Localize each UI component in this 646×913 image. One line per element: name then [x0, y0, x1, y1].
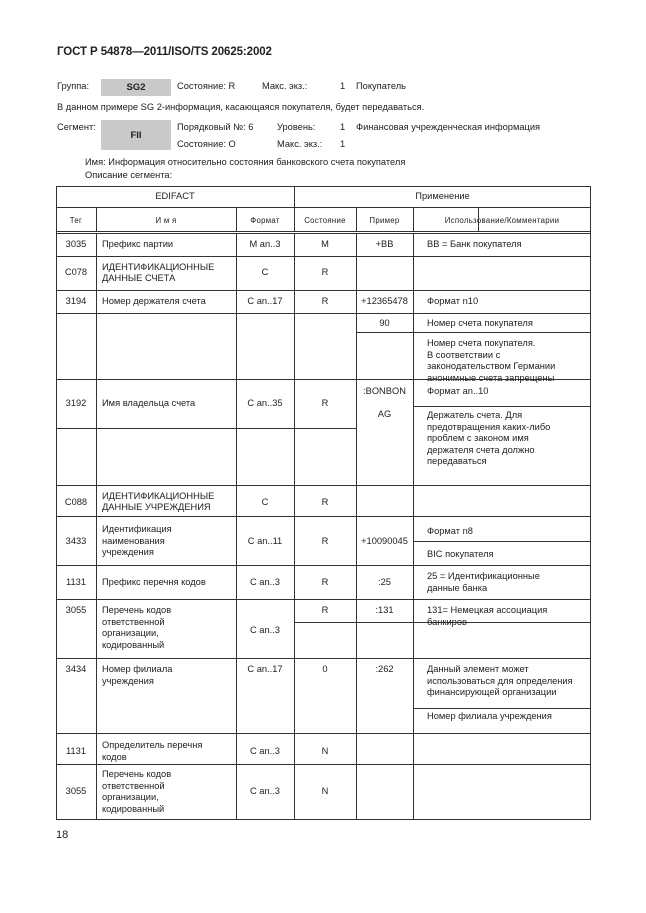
table-rule — [96, 599, 97, 658]
group-name: Покупатель — [356, 81, 406, 91]
table-rule — [413, 733, 414, 764]
row-comment: Номер счета покупателя — [427, 318, 533, 328]
row-tag: 3192 — [65, 398, 87, 408]
row-name: ответственной — [102, 780, 165, 791]
table-rule — [356, 733, 357, 764]
row-format: C — [261, 267, 269, 277]
row-comment: законодательством Германии — [427, 361, 556, 372]
table-rule — [56, 516, 591, 517]
table-rule — [56, 658, 591, 659]
row-comment: Формат an..10 — [427, 386, 489, 396]
segment-label: Сегмент: — [57, 122, 96, 132]
table-rule — [413, 485, 414, 516]
row-format: C an..11 — [247, 536, 283, 546]
table-rule — [590, 186, 591, 820]
table-rule — [413, 565, 414, 599]
column-name: И м я — [155, 216, 177, 225]
row-format: C — [261, 497, 269, 507]
group-tag-text: SG2 — [126, 82, 146, 93]
row-comment: Данный элемент может — [427, 664, 529, 674]
row-tag: 3433 — [65, 536, 87, 546]
column-tag: Тег — [69, 216, 83, 225]
segment-level-name: Финансовая учрежденческая информация — [356, 122, 541, 132]
row-name: Имя владельца счета — [102, 398, 196, 408]
table-rule — [413, 599, 414, 658]
row-example: :BONBON — [363, 386, 406, 396]
table-rule — [56, 764, 591, 765]
table-rule — [413, 256, 414, 290]
row-comment: проблем с законом имя — [427, 433, 529, 444]
row-comment: 25 = Идентификационные — [427, 571, 540, 581]
row-example: AG — [377, 409, 392, 419]
table-rule — [96, 658, 97, 733]
segment-tag-text: FII — [130, 129, 142, 141]
row-example: 90 — [379, 318, 390, 328]
table-rule — [413, 658, 414, 733]
row-state: R — [321, 497, 329, 507]
table-rule — [356, 256, 357, 290]
table-group-application: Применение — [415, 191, 470, 201]
row-comment: 131= Немецкая ассоциация — [427, 605, 548, 615]
row-comment: BIC покупателя — [427, 549, 494, 559]
row-tag: 1131 — [66, 746, 86, 756]
row-example: +10090045 — [361, 536, 408, 546]
row-comment: Номер филиала учреждения — [427, 711, 552, 721]
row-tag: C088 — [64, 497, 88, 507]
table-rule — [56, 233, 591, 234]
row-state: R — [321, 267, 329, 277]
table-rule — [56, 207, 591, 208]
row-name: кодированный — [102, 639, 165, 650]
segment-max-value: 1 — [340, 139, 346, 149]
row-comment: Держатель счета. Для — [427, 410, 523, 420]
row-name: ИДЕНТИФИКАЦИОННЫЕ — [102, 491, 215, 501]
row-format: C an..17 — [247, 664, 283, 674]
table-rule — [96, 516, 97, 565]
row-format: C an..3 — [250, 786, 280, 796]
row-tag: 3434 — [65, 664, 87, 674]
column-state: Состояние — [304, 216, 346, 225]
row-name: учреждения — [102, 547, 154, 558]
row-name: кодов — [102, 751, 127, 762]
row-example: +12365478 — [361, 296, 408, 306]
row-name: Префикс перечня кодов — [102, 577, 206, 587]
row-comment: BB = Банк покупателя — [427, 239, 522, 249]
table-rule — [56, 231, 591, 232]
intro-text: В данном примере SG 2-информация, касающаяся покупателя, будет передаваться. — [57, 102, 425, 112]
table-rule — [56, 565, 591, 566]
segment-level-label: Уровень: — [277, 122, 316, 132]
table-rule — [56, 290, 591, 291]
group-max-label: Макс. экз.: — [262, 81, 308, 91]
table-rule — [56, 733, 591, 734]
table-rule — [96, 256, 97, 290]
row-format: C an..3 — [250, 577, 280, 587]
row-name: ДАННЫЕ СЧЕТА — [102, 273, 176, 283]
table-rule — [413, 708, 591, 709]
row-format: C an..3 — [250, 625, 280, 635]
row-name: Номер филиала — [102, 664, 173, 674]
group-label: Группа: — [57, 81, 90, 91]
segment-max-label: Макс. экз.: — [277, 139, 323, 149]
row-tag: 1131 — [66, 577, 86, 587]
segment-name-line: Имя: Информация относительно состояния банковского счета покупателя — [85, 157, 406, 167]
table-rule — [413, 290, 414, 379]
column-example: Пример — [369, 216, 400, 225]
row-comment: данные банка — [427, 582, 488, 593]
table-group-edifact: EDIFACT — [155, 191, 195, 201]
row-state: R — [321, 577, 329, 587]
row-tag: 3035 — [65, 239, 87, 249]
table-rule — [96, 379, 97, 485]
row-format: C an..35 — [247, 398, 283, 408]
row-name: ДАННЫЕ УЧРЕЖДЕНИЯ — [102, 502, 211, 512]
table-rule — [56, 186, 591, 187]
table-rule — [413, 541, 591, 542]
table-rule — [96, 764, 97, 819]
table-rule — [413, 406, 591, 407]
row-tag: 3055 — [65, 786, 87, 796]
row-example: :25 — [378, 577, 391, 587]
row-state: R — [321, 398, 329, 408]
table-rule — [56, 313, 591, 314]
row-state: R — [321, 605, 329, 615]
table-rule — [356, 332, 591, 333]
table-rule — [236, 379, 237, 485]
table-rule — [356, 485, 357, 516]
row-comment: финансирующей организации — [427, 687, 557, 698]
document-header: ГОСТ Р 54878—2011/ISO/TS 20625:2002 — [57, 46, 272, 58]
row-comment: держателя счета должно — [427, 444, 535, 455]
table-rule — [96, 733, 97, 764]
row-comment: Формат n8 — [427, 526, 473, 536]
table-rule — [96, 565, 97, 599]
group-state: Состояние: R — [177, 81, 236, 91]
row-example: +BB — [375, 239, 394, 249]
row-name: Определитель перечня — [102, 740, 203, 750]
row-comment: Формат n10 — [427, 296, 479, 306]
row-format: C an..3 — [250, 746, 280, 756]
segment-description-label: Описание сегмента: — [85, 170, 173, 180]
page-number: 18 — [56, 829, 69, 841]
segment-level-value: 1 — [340, 122, 346, 132]
row-name: организации, — [102, 628, 159, 639]
group-max-value: 1 — [340, 81, 346, 91]
segment-order: Порядковый №: 6 — [177, 122, 254, 132]
segment-table — [56, 186, 591, 820]
table-rule — [356, 764, 357, 819]
row-name: наименования — [102, 535, 165, 546]
table-rule — [413, 764, 414, 819]
row-state: N — [321, 786, 329, 796]
table-rule — [96, 290, 97, 379]
row-comment: В соответствии с — [427, 349, 501, 360]
table-rule — [413, 379, 414, 485]
row-format: M an..3 — [249, 239, 281, 249]
row-tag: C078 — [64, 267, 88, 277]
row-comment: Номер счета покупателя. — [427, 338, 536, 348]
table-rule — [56, 599, 591, 600]
table-rule — [56, 485, 591, 486]
row-name: организации, — [102, 792, 159, 803]
table-rule — [56, 256, 591, 257]
row-example: :262 — [375, 664, 394, 674]
column-comment: Использование/Комментарии — [444, 216, 560, 225]
row-tag: 3194 — [65, 296, 87, 306]
row-state: M — [321, 239, 329, 249]
table-rule — [96, 485, 97, 516]
group-tag — [101, 79, 171, 96]
row-name: учреждения — [102, 675, 154, 686]
row-name: Идентификация — [102, 524, 172, 534]
row-comment: предотвращения каких-либо — [427, 421, 551, 432]
row-name: ответственной — [102, 616, 165, 627]
row-comment: передаваться — [427, 456, 487, 467]
row-tag: 3055 — [65, 605, 87, 615]
table-rule — [56, 428, 356, 429]
table-rule — [413, 233, 414, 256]
row-name: Перечень кодов — [102, 605, 172, 615]
row-state: 0 — [322, 664, 328, 674]
row-name: Номер держателя счета — [102, 296, 206, 306]
row-state: R — [321, 296, 329, 306]
table-rule — [96, 233, 97, 256]
row-format: C an..17 — [247, 296, 283, 306]
table-rule — [294, 379, 295, 485]
table-rule — [56, 819, 591, 820]
row-name: Префикс партии — [102, 239, 174, 249]
row-comment: анонимные счета запрещены — [427, 372, 555, 383]
row-comment: банкиров — [427, 616, 467, 627]
row-state: N — [321, 746, 329, 756]
row-state: R — [321, 536, 329, 546]
segment-tag — [101, 120, 171, 150]
row-example: :131 — [375, 605, 394, 615]
segment-state: Состояние: O — [177, 139, 236, 149]
row-name: Перечень кодов — [102, 769, 172, 779]
column-format: Формат — [250, 216, 280, 225]
row-name: ИДЕНТИФИКАЦИОННЫЕ — [102, 262, 215, 272]
row-comment: использоваться для определения — [427, 675, 573, 686]
row-name: кодированный — [102, 803, 165, 814]
